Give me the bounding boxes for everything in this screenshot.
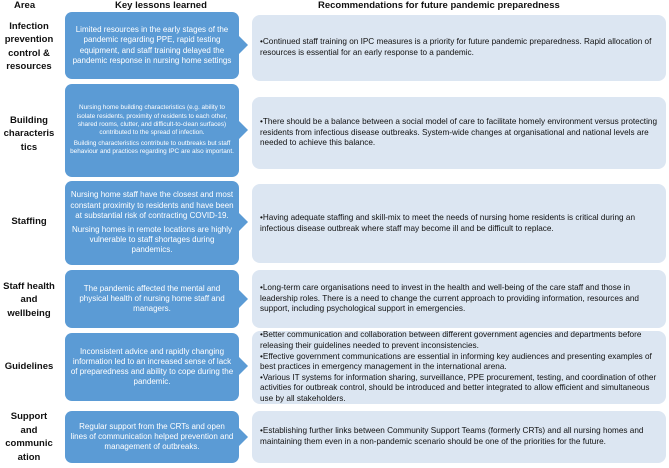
arrow-right-icon <box>239 357 248 375</box>
area-label-line: tics <box>20 141 38 153</box>
area-label-staffing <box>0 180 58 264</box>
recommendation-bullet: •Better communication and collaboration between different government agencies and departments before releasing their guidelines needed to prevent inconsistencies. <box>260 330 642 351</box>
recommendation-box-staffing <box>252 184 666 263</box>
recommendation-box-staff-health <box>252 270 666 328</box>
header-area: Area <box>14 0 36 11</box>
recommendation-bullet: •Having adequate staffing and skill-mix to meet the needs of nursing home residents is critical during an infectious disease outbreak where staff may become ill and be difficult to replace. <box>260 212 635 233</box>
arrow-right-icon <box>239 36 248 54</box>
area-label-line: control & <box>8 47 50 59</box>
arrow-right-icon <box>239 290 248 308</box>
area-label-support-communication <box>0 408 58 466</box>
area-label-line: wellbeing <box>7 307 51 319</box>
recommendation-box-guidelines <box>252 331 666 404</box>
recommendation-bullet: •Effective government communications are essential in informing key audiences and presenting examples of best practices in emergency management in the international arena. <box>260 351 652 372</box>
area-label-infection-prevention <box>0 13 58 80</box>
header-recommendations: Recommendations for future pandemic preparedness <box>318 0 560 11</box>
area-label-line: Staffing <box>11 216 47 228</box>
area-label-line: Guidelines <box>4 361 54 373</box>
arrow-right-icon <box>239 121 248 139</box>
area-label-line: resources <box>6 61 52 72</box>
lesson-text: Inconsistent advice and rapidly changing information led to an increased sense of lack of preparedness and ability to cope during the pandemic. <box>70 346 234 387</box>
recommendation-bullet: •Continued staff training on IPC measures is a priority for future pandemic preparedness. Rapid allocation of resources is essential for an early response to a pandemic. <box>260 37 652 57</box>
lesson-text: The pandemic affected the mental and physical health of nursing home staff and managers. <box>79 283 225 314</box>
lesson-text: Nursing home staff have the closest and most constant proximity to residents and have been at substantial risk of contracting COVID-19. <box>70 190 234 220</box>
arrow-right-icon <box>239 428 248 446</box>
recommendation-bullet: •There should be a balance between a social model of care to facilitate homely environment versus protecting residents from infectious disease outbreaks. System-wide changes at organisational and national levels are needed to achieve this balance. <box>260 117 657 148</box>
area-label-line: ation <box>17 451 41 463</box>
area-label-line: Infection <box>9 20 49 32</box>
lesson-text: Building characteristics contribute to outbreaks but staff behaviour and practices regarding IPC are also important. <box>70 140 234 156</box>
arrow-right-icon <box>239 213 248 231</box>
lesson-box-building-characteristics <box>65 84 239 177</box>
recommendation-bullet: •Various IT systems for information sharing, surveillance, PPE procurement, testing, and coordination of other activities for outbreak control, should be introduced and better integrated to allow efficient and simultaneous use by all stakeholders. <box>260 372 657 403</box>
area-label-line: and <box>20 294 38 306</box>
recommendation-box-support-communication <box>252 411 666 463</box>
lesson-text: Nursing homes in remote locations are highly vulnerable to staff shortages during pandemics. <box>71 225 233 255</box>
header-key-lessons: Key lessons learned <box>115 0 207 11</box>
lesson-box-support-communication <box>65 411 239 463</box>
area-label-line: Building <box>9 114 48 126</box>
area-label-line: Support <box>10 411 48 422</box>
area-label-building-characteristics <box>0 93 58 175</box>
area-label-guidelines <box>0 333 58 401</box>
lesson-text: Nursing home building characteristics (e.g. ability to isolate residents, proximity of residents to each other, shared rooms, clutter, and difficult-to-clean surfaces) contributed to the spread of infection. <box>76 104 228 136</box>
area-label-line: and <box>20 424 38 436</box>
lesson-box-guidelines <box>65 333 239 401</box>
area-label-line: Staff health <box>3 280 55 292</box>
lesson-text: Regular support from the CRTs and open lines of communication helped prevention and management of outbreaks. <box>70 421 234 452</box>
recommendation-bullet: •Long-term care organisations need to invest in the health and well-being of the care staff and those in leadership roles. There is a need to change the current approach to providing information, resources and support, including psychological support in emergencies. <box>260 283 639 314</box>
recommendation-box-infection-prevention <box>252 15 666 81</box>
area-label-line: communic <box>5 438 53 449</box>
recommendation-bullet: •Establishing further links between Community Support Teams (formerly CRTs) and all nursing homes and maintaining them even in a non-pandemic scenario should be one of the priorities for the future. <box>260 426 644 446</box>
lesson-box-staff-health <box>65 270 239 328</box>
lesson-text: Limited resources in the early stages of the pandemic regarding PPE, rapid testing equipment, and staff training delayed the pandemic response in nursing home settings <box>72 25 232 65</box>
recommendation-box-building-characteristics <box>252 97 666 169</box>
area-label-line: characteris <box>3 128 55 140</box>
lesson-box-infection-prevention <box>65 12 239 79</box>
area-label-line: prevention <box>4 34 54 45</box>
lesson-box-staffing <box>65 181 239 265</box>
area-label-staff-health <box>0 275 58 325</box>
